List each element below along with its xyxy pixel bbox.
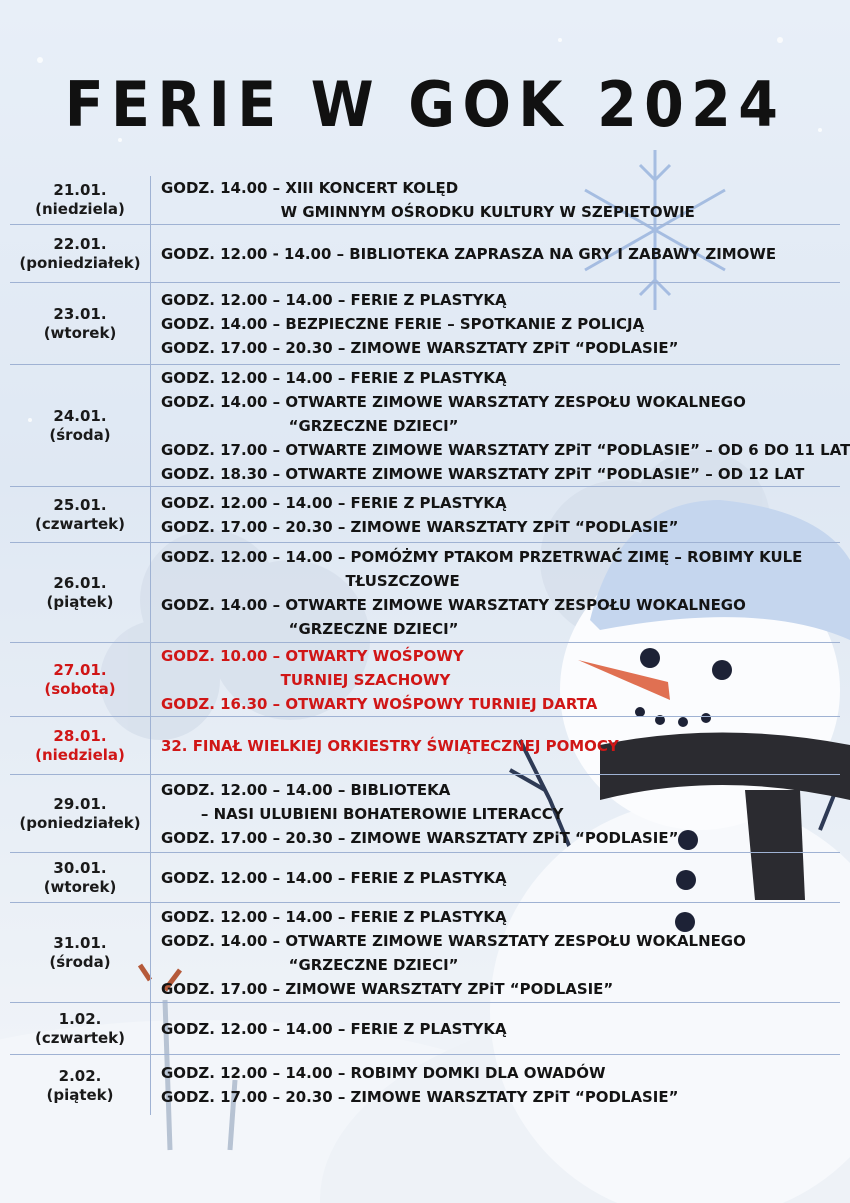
event-line: GODZ. 12.00 – 14.00 – FERIE Z PLASTYKĄ bbox=[161, 868, 507, 887]
event-line: GODZ. 12.00 – 14.00 – POMÓŻMY PTAKOM PRZETRWAĆ ZIMĘ – ROBIMY KULE bbox=[161, 547, 803, 566]
event-line: GODZ. 12.00 – 14.00 – FERIE Z PLASTYKĄ bbox=[161, 368, 507, 387]
date-label: 31.01. bbox=[53, 933, 107, 952]
date-label: 22.01. bbox=[53, 234, 107, 253]
event-line: GODZ. 17.00 – 20.30 – ZIMOWE WARSZTATY ZPiT “PODLASIE” bbox=[161, 517, 679, 536]
date-label: 26.01. bbox=[53, 573, 107, 592]
event-line: W GMINNYM OŚRODKU KULTURY W SZEPIETOWIE bbox=[280, 203, 695, 221]
schedule-row bbox=[10, 283, 840, 365]
date-cell bbox=[10, 283, 151, 364]
day-label: (czwartek) bbox=[34, 1028, 126, 1047]
events-cell bbox=[151, 775, 840, 852]
schedule-table bbox=[10, 175, 850, 1115]
day-label: (piątek) bbox=[46, 1086, 114, 1104]
schedule-row bbox=[10, 717, 840, 775]
date-label: 21.01. bbox=[53, 181, 107, 199]
events-cell bbox=[151, 176, 840, 224]
event-line: GODZ. 12.00 – 14.00 – BIBLIOTEKA bbox=[161, 780, 451, 799]
date-cell bbox=[10, 1003, 151, 1054]
date-label: 30.01. bbox=[53, 858, 107, 877]
date-label: 27.01. bbox=[53, 660, 107, 679]
date-cell bbox=[10, 775, 151, 852]
schedule-row bbox=[10, 1003, 840, 1055]
events-cell bbox=[151, 717, 840, 774]
events-cell bbox=[151, 225, 840, 282]
date-cell bbox=[10, 643, 151, 716]
date-cell bbox=[10, 225, 151, 282]
day-label: (wtorek) bbox=[43, 877, 117, 896]
events-cell bbox=[151, 365, 850, 486]
date-cell bbox=[10, 853, 151, 902]
date-label: 28.01. bbox=[53, 726, 107, 745]
event-line: GODZ. 17.00 – 20.30 – ZIMOWE WARSZTATY ZPiT “PODLASIE” bbox=[161, 338, 679, 357]
event-line: “GRZECZNE DZIECI” bbox=[288, 955, 459, 974]
event-line: GODZ. 12.00 – 14.00 – FERIE Z PLASTYKĄ bbox=[161, 290, 507, 309]
schedule-row bbox=[10, 1055, 840, 1115]
day-label: (niedziela) bbox=[35, 745, 125, 764]
event-line: – NASI ULUBIENI BOHATEROWIE LITERACCY bbox=[200, 804, 564, 823]
schedule-row bbox=[10, 903, 840, 1003]
events-cell bbox=[151, 903, 840, 1002]
events-cell bbox=[151, 643, 840, 716]
schedule-row bbox=[10, 487, 840, 543]
date-label: 1.02. bbox=[58, 1009, 102, 1028]
date-label: 2.02. bbox=[58, 1067, 102, 1085]
page-title: FERIE W GOK 2024 bbox=[64, 68, 786, 141]
event-line: GODZ. 17.00 – OTWARTE ZIMOWE WARSZTATY ZPiT “PODLASIE” – OD 6 DO 11 LAT bbox=[161, 440, 850, 459]
event-line: GODZ. 12.00 – 14.00 – ROBIMY DOMKI DLA OWADÓW bbox=[161, 1064, 606, 1082]
events-cell bbox=[151, 487, 840, 542]
event-line: GODZ. 12.00 – 14.00 – FERIE Z PLASTYKĄ bbox=[161, 907, 507, 926]
event-line: GODZ. 17.00 – 20.30 – ZIMOWE WARSZTATY ZPiT “PODLASIE” bbox=[161, 1088, 679, 1106]
event-line: GODZ. 14.00 – OTWARTE ZIMOWE WARSZTATY ZESPOŁU WOKALNEGO bbox=[161, 931, 746, 950]
schedule-row bbox=[10, 775, 840, 853]
event-line: GODZ. 14.00 – OTWARTE ZIMOWE WARSZTATY ZESPOŁU WOKALNEGO bbox=[161, 595, 746, 614]
day-label: (poniedziałek) bbox=[19, 813, 141, 832]
date-label: 29.01. bbox=[53, 794, 107, 813]
day-label: (sobota) bbox=[44, 679, 116, 698]
date-label: 24.01. bbox=[53, 406, 107, 425]
date-label: 25.01. bbox=[53, 495, 107, 514]
date-cell bbox=[10, 487, 151, 542]
date-cell bbox=[10, 543, 151, 642]
day-label: (wtorek) bbox=[43, 323, 117, 342]
day-label: (poniedziałek) bbox=[19, 253, 141, 272]
date-label: 23.01. bbox=[53, 304, 107, 323]
event-line: GODZ. 12.00 – 14.00 – FERIE Z PLASTYKĄ bbox=[161, 493, 507, 512]
event-line: GODZ. 12.00 – 14.00 – FERIE Z PLASTYKĄ bbox=[161, 1019, 507, 1038]
event-line: 32. FINAŁ WIELKIEJ ORKIESTRY ŚWIĄTECZNEJ POMOCY bbox=[161, 736, 619, 755]
events-cell bbox=[151, 853, 840, 902]
schedule-row bbox=[10, 175, 840, 225]
day-label: (niedziela) bbox=[35, 200, 125, 218]
event-line: GODZ. 18.30 – OTWARTE ZIMOWE WARSZTATY ZPiT “PODLASIE” – OD 12 LAT bbox=[161, 464, 805, 483]
day-label: (środa) bbox=[49, 425, 111, 444]
schedule-row bbox=[10, 365, 850, 487]
date-cell bbox=[10, 717, 151, 774]
event-line: TURNIEJ SZACHOWY bbox=[280, 670, 451, 689]
event-line: TŁUSZCZOWE bbox=[345, 571, 460, 590]
date-cell bbox=[10, 903, 151, 1002]
day-label: (piątek) bbox=[46, 592, 114, 611]
events-cell bbox=[151, 543, 840, 642]
event-line: GODZ. 10.00 – OTWARTY WOŚPOWY bbox=[161, 646, 464, 665]
date-cell bbox=[10, 1055, 151, 1115]
date-cell bbox=[10, 365, 151, 486]
event-line: “GRZECZNE DZIECI” bbox=[288, 416, 459, 435]
day-label: (środa) bbox=[49, 952, 111, 971]
day-label: (czwartek) bbox=[34, 514, 126, 533]
event-line: GODZ. 17.00 – 20.30 – ZIMOWE WARSZTATY ZPiT “PODLASIE” bbox=[161, 828, 679, 847]
schedule-row bbox=[10, 543, 840, 643]
date-cell bbox=[10, 176, 151, 224]
schedule-row bbox=[10, 643, 840, 717]
event-line: GODZ. 12.00 - 14.00 – BIBLIOTEKA ZAPRASZA NA GRY I ZABAWY ZIMOWE bbox=[161, 244, 777, 263]
event-line: GODZ. 14.00 – BEZPIECZNE FERIE – SPOTKANIE Z POLICJĄ bbox=[161, 314, 645, 333]
event-line: “GRZECZNE DZIECI” bbox=[288, 619, 459, 638]
schedule-row bbox=[10, 225, 840, 283]
events-cell bbox=[151, 1055, 840, 1115]
event-line: GODZ. 14.00 – XIII KONCERT KOLĘD bbox=[161, 179, 459, 197]
events-cell bbox=[151, 283, 840, 364]
schedule-row bbox=[10, 853, 840, 903]
event-line: GODZ. 14.00 – OTWARTE ZIMOWE WARSZTATY ZESPOŁU WOKALNEGO bbox=[161, 392, 746, 411]
event-line: GODZ. 16.30 – OTWARTY WOŚPOWY TURNIEJ DARTA bbox=[161, 694, 598, 713]
event-line: GODZ. 17.00 – ZIMOWE WARSZTATY ZPiT “PODLASIE” bbox=[161, 979, 614, 998]
events-cell bbox=[151, 1003, 840, 1054]
